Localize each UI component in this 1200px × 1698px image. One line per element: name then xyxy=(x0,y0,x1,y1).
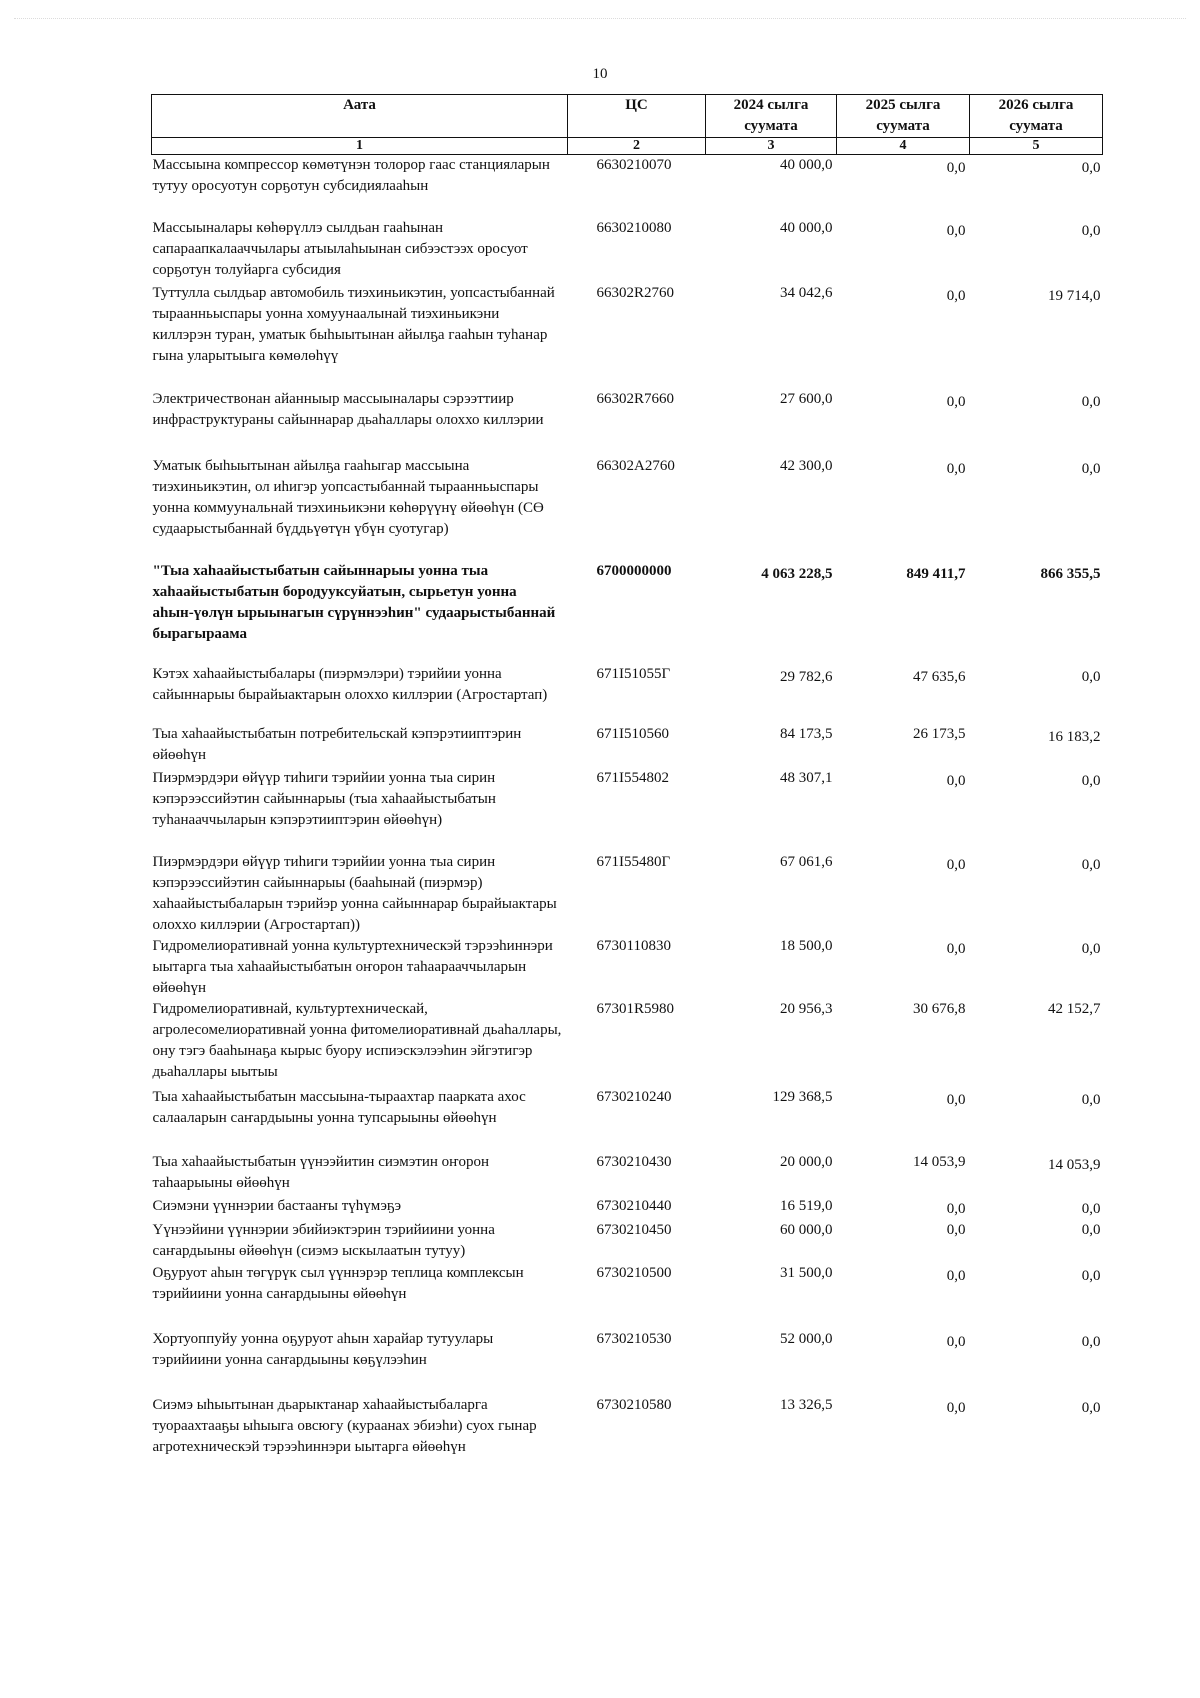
table-row xyxy=(152,283,1103,389)
cell-amount-2025 xyxy=(837,389,970,456)
cell-text: 0,0 xyxy=(1081,1200,1101,1217)
cell-text: 0,0 xyxy=(946,856,966,873)
cell-amount-2024 xyxy=(706,456,837,561)
cell-code xyxy=(568,456,706,561)
cell-text: "Тыа хаһаайыстыбатын сайыннарыы уонна тыа хаһаайыстыбатын бородууксуйатын, сырьетун уонна аһын-үөлүн ырыынагын сүрүннээһин" судаарыстыбаннай бырагыраама xyxy=(152,562,556,642)
cell-text: 42 152,7 xyxy=(1048,1000,1101,1017)
cell-text: 16 183,2 xyxy=(1048,728,1101,745)
cell-text: 6630210070 xyxy=(596,157,672,173)
cell-text: 34 042,6 xyxy=(780,284,833,301)
cell-text: 0,0 xyxy=(946,1399,966,1416)
cell-text: 0,0 xyxy=(946,1091,966,1108)
cell-amount-2024 xyxy=(706,1329,837,1395)
cell-name xyxy=(152,456,568,561)
cell-text: 0,0 xyxy=(946,160,966,176)
cell-amount-2025 xyxy=(837,1263,970,1329)
cell-text: 6730210430 xyxy=(596,1153,672,1170)
cell-text: 0,0 xyxy=(946,772,966,789)
cell-text: 671I554802 xyxy=(596,769,669,786)
cell-amount-2024 xyxy=(706,218,837,283)
table-row xyxy=(152,155,1103,218)
cell-text: 0,0 xyxy=(1081,393,1101,410)
cell-text: 6730110830 xyxy=(596,937,671,954)
cell-amount-2024 xyxy=(706,724,837,768)
table-header-row xyxy=(152,95,1103,138)
cell-text: 67 061,6 xyxy=(780,853,833,870)
cell-text: 19 714,0 xyxy=(1048,287,1101,304)
cell-text: 0,0 xyxy=(946,460,966,477)
table-row xyxy=(152,936,1103,999)
cell-text: 66302A2760 xyxy=(596,457,675,474)
cell-text: Пиэрмэрдэри өйүүр тиһиги тэрийии уонна тыа сирин кэпэрээссийэтин сайыннарыы (тыа хаһаайыстыбатын туһанааччыларын кэпэрэтииптэрин өйөөһүн) xyxy=(152,769,496,828)
cell-amount-2024 xyxy=(706,389,837,456)
table-row xyxy=(152,852,1103,936)
table-row xyxy=(152,561,1103,664)
table-row xyxy=(152,389,1103,456)
cell-text: 129 368,5 xyxy=(772,1088,833,1105)
header-year-2026: 2026 сылга суумата xyxy=(970,95,1103,138)
cell-text: 0,0 xyxy=(1081,1333,1101,1350)
cell-amount-2026 xyxy=(970,1220,1103,1263)
cell-name xyxy=(152,155,568,218)
cell-text: 866 355,5 xyxy=(1040,565,1101,582)
cell-text: 31 500,0 xyxy=(780,1264,833,1281)
cell-text: 20 956,3 xyxy=(780,1000,833,1017)
table-row xyxy=(152,664,1103,724)
cell-text: Сиэмэни үүннэрии бастааҥы түһүмэҕэ xyxy=(152,1197,402,1214)
cell-text: 27 600,0 xyxy=(780,390,833,407)
cell-text: 84 173,5 xyxy=(780,725,833,742)
cell-amount-2025 xyxy=(837,1220,970,1263)
cell-code xyxy=(568,1329,706,1395)
table-row xyxy=(152,1196,1103,1220)
cell-amount-2026 xyxy=(970,561,1103,664)
cell-text: 0,0 xyxy=(1081,1221,1101,1238)
cell-text: 0,0 xyxy=(1081,1091,1101,1108)
cell-text: Массыына компрессор көмөтүнэн толорор гаас станцияларын тутуу оросуотун сорҕотун субсидиялааһын xyxy=(152,157,550,194)
cell-text: 0,0 xyxy=(946,1267,966,1284)
table-row xyxy=(152,1263,1103,1329)
cell-text: 0,0 xyxy=(946,940,966,957)
cell-amount-2026 xyxy=(970,218,1103,283)
cell-code xyxy=(568,724,706,768)
cell-text: 18 500,0 xyxy=(780,937,833,954)
cell-amount-2025 xyxy=(837,1329,970,1395)
cell-text: Гидромелиоративнай, культуртехническай, агролесомелиоративнай уонна фитомелиоративнай дьаһаллары, ону тэгэ бааһынаҕа кырыс буору испиэскэлээһин эйгэтигэр дьаһаллары ыытыы xyxy=(152,1000,562,1080)
cell-text: 0,0 xyxy=(1081,460,1101,477)
cell-amount-2025 xyxy=(837,1196,970,1220)
cell-amount-2024 xyxy=(706,1087,837,1152)
header-code: ЦС xyxy=(568,95,706,138)
cell-amount-2024 xyxy=(706,768,837,852)
cell-name xyxy=(152,1087,568,1152)
cell-text: Туттулла сылдьар автомобиль тиэхиньикэтин, уопсастыбаннай тыраанньыспары уонна хомуунаалынай тиэхиньикэни киллэрэн туран, уматык быһыытынан айылҕа гааһын туһанар гына уларытыыга көмөлөһүү xyxy=(152,284,555,364)
cell-text: 30 676,8 xyxy=(913,1000,966,1017)
cell-name xyxy=(152,389,568,456)
cell-name xyxy=(152,1263,568,1329)
cell-amount-2024 xyxy=(706,1220,837,1263)
cell-text: Массыыналары көһөрүллэ сылдьан гааһынан сапараапкалааччылары атыылаһыынан сибээстээх оросуот сорҕотун толуйарга субсидия xyxy=(152,219,528,278)
cell-code xyxy=(568,1395,706,1465)
cell-amount-2026 xyxy=(970,768,1103,852)
cell-text: 0,0 xyxy=(1081,940,1101,957)
cell-amount-2025 xyxy=(837,1395,970,1465)
cell-amount-2026 xyxy=(970,664,1103,724)
cell-text: 60 000,0 xyxy=(780,1221,833,1238)
cell-text: 0,0 xyxy=(1081,222,1101,239)
cell-amount-2026 xyxy=(970,155,1103,218)
cell-amount-2025 xyxy=(837,1087,970,1152)
table-body xyxy=(152,155,1103,1465)
cell-amount-2026 xyxy=(970,936,1103,999)
cell-amount-2024 xyxy=(706,561,837,664)
cell-amount-2026 xyxy=(970,724,1103,768)
column-number: 3 xyxy=(706,138,837,155)
cell-text: 849 411,7 xyxy=(906,565,966,582)
cell-amount-2026 xyxy=(970,283,1103,389)
cell-name xyxy=(152,1220,568,1263)
cell-amount-2024 xyxy=(706,155,837,218)
cell-amount-2026 xyxy=(970,1263,1103,1329)
cell-code xyxy=(568,1087,706,1152)
cell-code xyxy=(568,1263,706,1329)
cell-name xyxy=(152,1196,568,1220)
cell-text: 0,0 xyxy=(1081,1267,1101,1284)
page-number: 10 xyxy=(592,66,608,82)
cell-amount-2026 xyxy=(970,456,1103,561)
cell-text: 66302R7660 xyxy=(596,390,675,407)
cell-text: 6730210450 xyxy=(596,1221,672,1238)
cell-text: 0,0 xyxy=(946,287,966,304)
cell-name xyxy=(152,768,568,852)
cell-text: 4 063 228,5 xyxy=(761,565,833,582)
cell-text: 0,0 xyxy=(946,393,966,410)
cell-name xyxy=(152,1329,568,1395)
cell-amount-2024 xyxy=(706,1263,837,1329)
cell-text: Кэтэх хаһаайыстыбалары (пиэрмэлэри) тэрийии уонна сайыннарыы бырайыактарын олоххо киллэрии (Агростартап) xyxy=(152,665,548,703)
cell-amount-2025 xyxy=(837,664,970,724)
cell-code xyxy=(568,561,706,664)
cell-text: 16 519,0 xyxy=(780,1197,833,1214)
cell-text: Электричествонан айанныыр массыыналары сэрээттиир инфраструктураны сайыннарар дьаһаллары олоххо киллэрии xyxy=(152,390,544,428)
table-row xyxy=(152,1220,1103,1263)
cell-text: 0,0 xyxy=(1081,1399,1101,1416)
cell-text: Хортуоппуйу уонна оҕуруот аһын харайар тутуулары тэрийиини уонна саҥардыыны көҕүлээһин xyxy=(152,1330,494,1368)
cell-text: Пиэрмэрдэри өйүүр тиһиги тэрийии уонна тыа сирин кэпэрээссийэтин сайыннарыы (бааһынай (пиэрмэр) хаһаайыстыбаларын тэрийэр уонна сайыннарар бырайыактары олоххо киллэрии (Агростартап)) xyxy=(152,853,557,933)
cell-name xyxy=(152,852,568,936)
cell-amount-2025 xyxy=(837,1152,970,1196)
cell-text: 6730210530 xyxy=(596,1330,672,1347)
cell-amount-2024 xyxy=(706,1152,837,1196)
cell-amount-2024 xyxy=(706,1196,837,1220)
column-number: 5 xyxy=(970,138,1103,155)
cell-amount-2024 xyxy=(706,852,837,936)
cell-amount-2025 xyxy=(837,936,970,999)
cell-text: 671I51055Г xyxy=(596,665,671,682)
cell-code xyxy=(568,1220,706,1263)
cell-code xyxy=(568,1196,706,1220)
cell-text: 20 000,0 xyxy=(780,1153,833,1170)
column-number: 2 xyxy=(568,138,706,155)
cell-text: 6730210580 xyxy=(596,1396,672,1413)
cell-text: Гидромелиоративнай уонна культуртехническэй тэрээһиннэри ыытарга тыа хаһаайыстыбатын оҥорон таһаарааччыларын өйөөһүн xyxy=(152,937,553,996)
cell-text: 67301R5980 xyxy=(596,1000,675,1017)
cell-code xyxy=(568,936,706,999)
cell-amount-2024 xyxy=(706,999,837,1087)
column-number: 1 xyxy=(152,138,568,155)
cell-amount-2026 xyxy=(970,1196,1103,1220)
cell-code xyxy=(568,155,706,218)
header-year-2024: 2024 сылга суумата xyxy=(706,95,837,138)
cell-amount-2026 xyxy=(970,1087,1103,1152)
cell-text: 14 053,9 xyxy=(1048,1156,1101,1173)
table-row xyxy=(152,1152,1103,1196)
cell-text: 6730210440 xyxy=(596,1197,672,1214)
cell-amount-2025 xyxy=(837,561,970,664)
cell-text: 6730210240 xyxy=(596,1088,672,1105)
table-row xyxy=(152,1329,1103,1395)
cell-text: 671I55480Г xyxy=(596,853,671,870)
header-year-2025: 2025 сылга суумата xyxy=(837,95,970,138)
table-row xyxy=(152,456,1103,561)
cell-text: Тыа хаһаайыстыбатын потребительскай кэпэрэтииптэрин өйөөһүн xyxy=(152,725,522,763)
table-row xyxy=(152,724,1103,768)
cell-amount-2025 xyxy=(837,456,970,561)
cell-text: 0,0 xyxy=(946,1221,966,1238)
scan-artifact-line xyxy=(14,18,1186,23)
cell-amount-2025 xyxy=(837,852,970,936)
cell-name xyxy=(152,283,568,389)
cell-text: Сиэмэ ыһыытынан дьарыктанар хаһаайыстыбаларга туораахтааҕы ыһыыга овсюгу (кураанах эбиэһи) суох гынар агротехническэй тэрээһиннэри ыытарга өйөөһүн xyxy=(152,1396,537,1455)
cell-amount-2025 xyxy=(837,768,970,852)
cell-amount-2024 xyxy=(706,283,837,389)
cell-code xyxy=(568,664,706,724)
cell-amount-2026 xyxy=(970,999,1103,1087)
cell-name xyxy=(152,561,568,664)
cell-text: 42 300,0 xyxy=(780,457,833,474)
cell-text: Уматык быһыытынан айылҕа гааһыгар массыына тиэхиньикэтин, ол иһигэр уопсастыбаннай тыраанньыспары уонна коммуунальнай тиэхиньикэни көһөрүүнү өйөөһүн (СӨ судаарыстыбаннай бүддьүөтүн үбүн суотугар) xyxy=(152,457,544,537)
cell-code xyxy=(568,1152,706,1196)
cell-amount-2024 xyxy=(706,936,837,999)
cell-code xyxy=(568,852,706,936)
cell-name xyxy=(152,664,568,724)
cell-text: 0,0 xyxy=(1081,160,1101,176)
cell-text: 0,0 xyxy=(946,1200,966,1217)
table-row xyxy=(152,1395,1103,1465)
cell-text: 13 326,5 xyxy=(780,1396,833,1413)
budget-table xyxy=(151,94,1103,1465)
cell-text: 14 053,9 xyxy=(913,1153,966,1170)
cell-code xyxy=(568,999,706,1087)
cell-name xyxy=(152,999,568,1087)
cell-text: 66302R2760 xyxy=(596,284,675,301)
cell-text: Оҕуруот аһын төгүрүк сыл үүннэрэр теплица комплексын тэрийиини уонна саҥардыыны өйөөһүн xyxy=(152,1264,524,1302)
cell-text: 0,0 xyxy=(1081,668,1101,685)
cell-name xyxy=(152,1152,568,1196)
cell-code xyxy=(568,283,706,389)
cell-text: 0,0 xyxy=(946,1333,966,1350)
cell-code xyxy=(568,389,706,456)
column-number: 4 xyxy=(837,138,970,155)
cell-text: 0,0 xyxy=(946,222,966,239)
table-row xyxy=(152,768,1103,852)
cell-text: Тыа хаһаайыстыбатын массыына-тыраахтар паарката ахос салааларын саҥардыыны уонна тупсарыыны өйөөһүн xyxy=(152,1088,526,1126)
cell-name xyxy=(152,936,568,999)
column-number-row xyxy=(152,138,1103,155)
cell-amount-2025 xyxy=(837,155,970,218)
cell-text: 6700000000 xyxy=(596,562,672,579)
cell-text: 52 000,0 xyxy=(780,1330,833,1347)
cell-text: 671I510560 xyxy=(596,725,669,742)
cell-name xyxy=(152,1395,568,1465)
cell-text: 40 000,0 xyxy=(780,219,833,236)
cell-amount-2026 xyxy=(970,1329,1103,1395)
cell-text: 29 782,6 xyxy=(780,668,833,685)
table-row xyxy=(152,1087,1103,1152)
cell-amount-2025 xyxy=(837,283,970,389)
header-name: Аата xyxy=(152,95,568,138)
cell-text: 47 635,6 xyxy=(913,668,966,685)
cell-text: 40 000,0 xyxy=(780,157,833,173)
cell-amount-2026 xyxy=(970,852,1103,936)
table-row xyxy=(152,218,1103,283)
cell-amount-2026 xyxy=(970,1395,1103,1465)
cell-text: 0,0 xyxy=(1081,856,1101,873)
cell-code xyxy=(568,768,706,852)
cell-amount-2024 xyxy=(706,1395,837,1465)
cell-name xyxy=(152,218,568,283)
cell-name xyxy=(152,724,568,768)
cell-amount-2025 xyxy=(837,218,970,283)
cell-amount-2026 xyxy=(970,1152,1103,1196)
cell-text: 6730210500 xyxy=(596,1264,672,1281)
cell-text: Үүнээйини үүннэрии эбийиэктэрин тэрийиини уонна саҥардыыны өйөөһүн (сиэмэ ыскылаатын тутуу) xyxy=(152,1221,495,1259)
cell-text: 26 173,5 xyxy=(913,725,966,742)
cell-amount-2025 xyxy=(837,724,970,768)
cell-text: 0,0 xyxy=(1081,772,1101,789)
cell-amount-2026 xyxy=(970,389,1103,456)
cell-text: Тыа хаһаайыстыбатын үүнээйитин сиэмэтин оҥорон таһаарыыны өйөөһүн xyxy=(152,1153,490,1191)
cell-text: 48 307,1 xyxy=(780,769,833,786)
cell-code xyxy=(568,218,706,283)
cell-amount-2024 xyxy=(706,664,837,724)
table-row xyxy=(152,999,1103,1087)
cell-text: 6630210080 xyxy=(596,219,672,236)
cell-amount-2025 xyxy=(837,999,970,1087)
